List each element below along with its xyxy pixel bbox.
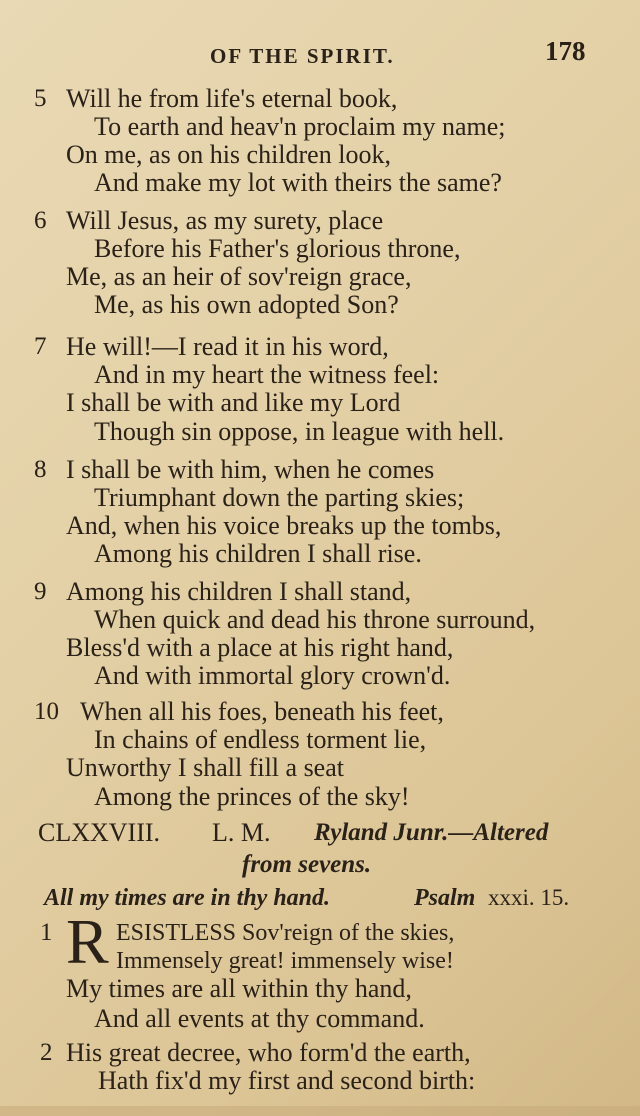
- verse-line: And in my heart the witness feel:: [94, 360, 440, 389]
- verse-line: My times are all within thy hand,: [66, 974, 412, 1003]
- scripture-book: Psalm: [414, 885, 476, 911]
- verse-line: His great decree, who form'd the earth,: [66, 1038, 471, 1067]
- stanza-number: 1: [40, 919, 53, 946]
- verse-line: Unworthy I shall fill a seat: [66, 753, 344, 782]
- verse-line: Triumphant down the parting skies;: [94, 483, 465, 512]
- hymn-meter: L. M.: [212, 818, 271, 847]
- stanza-number: 10: [34, 698, 59, 725]
- verse-line: Among his children I shall stand,: [66, 577, 412, 606]
- hymn-theme: All my times are in thy hand.: [44, 885, 331, 911]
- stanza-number: 5: [34, 85, 47, 112]
- verse-line: Hath fix'd my first and second birth:: [98, 1066, 476, 1095]
- verse-line: I shall be with him, when he comes: [66, 455, 435, 484]
- verse-line: Me, as his own adopted Son?: [94, 290, 399, 319]
- verse-line: Will Jesus, as my surety, place: [66, 206, 384, 235]
- verse-line: Me, as an heir of sov'reign grace,: [66, 262, 412, 291]
- verse-line: Immensely great! immensely wise!: [116, 948, 454, 974]
- verse-line: When all his foes, beneath his feet,: [80, 697, 444, 726]
- verse-line: Bless'd with a place at his right hand,: [66, 633, 454, 662]
- verse-line: When quick and dead his throne surround,: [94, 605, 536, 634]
- verse-line: And all events at thy command.: [94, 1004, 425, 1033]
- page-edge: [0, 1106, 640, 1116]
- verse-line: In chains of endless torment lie,: [94, 725, 427, 754]
- verse-line: Before his Father's glorious throne,: [94, 234, 461, 263]
- verse-line: And, when his voice breaks up the tombs,: [66, 511, 502, 540]
- drop-cap: R: [66, 906, 109, 977]
- stanza-number: 7: [34, 333, 47, 360]
- hymn-number: CLXXVIII.: [38, 818, 161, 847]
- running-head: OF THE SPIRIT.: [210, 44, 395, 68]
- hymn-author: Ryland Junr.—Altered: [314, 819, 549, 846]
- stanza-number: 8: [34, 456, 47, 483]
- stanza-number: 9: [34, 578, 47, 605]
- verse-line: He will!—I read it in his word,: [66, 332, 389, 361]
- verse-line: Will he from life's eternal book,: [66, 84, 398, 113]
- verse-line: And with immortal glory crown'd.: [94, 661, 451, 690]
- verse-line: ESISTLESS Sov'reign of the skies,: [116, 920, 455, 946]
- verse-line: On me, as on his children look,: [66, 140, 391, 169]
- verse-line: Though sin oppose, in league with hell.: [94, 417, 505, 446]
- stanza-number: 2: [40, 1039, 53, 1066]
- verse-line: And make my lot with theirs the same?: [94, 168, 502, 197]
- verse-line: Among his children I shall rise.: [94, 539, 422, 568]
- stanza-number: 6: [34, 207, 47, 234]
- verse-line: I shall be with and like my Lord: [66, 388, 401, 417]
- page-header: [0, 36, 640, 76]
- verse-line: Among the princes of the sky!: [94, 782, 410, 811]
- verse-line: To earth and heav'n proclaim my name;: [94, 112, 506, 141]
- scripture-reference: xxxi. 15.: [488, 885, 570, 910]
- hymn-source: from sevens.: [242, 851, 372, 878]
- page-number: 178: [545, 36, 586, 66]
